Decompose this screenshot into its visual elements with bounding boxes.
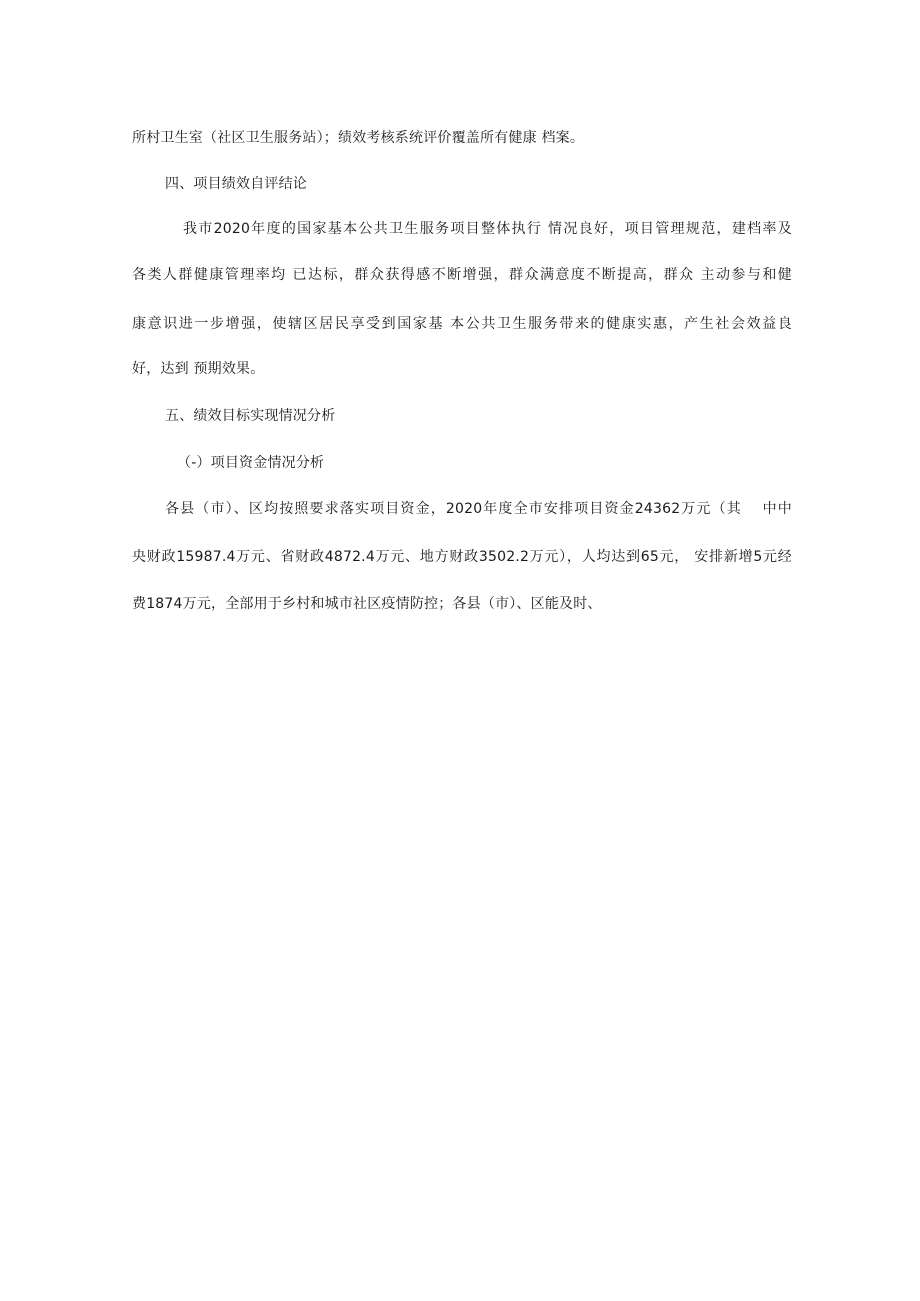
paragraph-line: 我市2020年度的国家基本公共卫生服务项目整体执行 情况良好，项目管理规范，建档率及: [183, 221, 792, 237]
paragraph-line: 好，达到 预期效果。: [132, 361, 265, 377]
section-heading-analysis: 五、绩效目标实现情况分析: [165, 408, 336, 424]
subsection-heading-funds: （-）项目资金情况分析: [177, 455, 325, 471]
paragraph-line: 各类人群健康管理率均 已达标，群众获得感不断增强，群众满意度不断提高，群众 主动参与和健: [132, 267, 792, 283]
paragraph-line-continuation: 所村卫生室（社区卫生服务站）；绩效考核系统评价覆盖所有健康 档案。: [132, 130, 585, 146]
paragraph-line: 央财政15987.4万元、省财政4872.4万元、地方财政3502.2万元），人均达到65元， 安排新增5元经: [132, 549, 792, 565]
paragraph-line: 费1874万元，全部用于乡村和城市社区疫情防控；各县（市）、区能及时、: [132, 596, 602, 612]
section-heading-conclusion: 四、项目绩效自评结论: [165, 176, 307, 192]
paragraph-line: 各县（市）、区均按照要求落实项目资金，2020年度全市安排项目资金24362万元（其 中中: [165, 501, 792, 517]
paragraph-line: 康意识进一步增强，使辖区居民享受到国家基 本公共卫生服务带来的健康实惠，产生社会效益良: [132, 316, 792, 332]
